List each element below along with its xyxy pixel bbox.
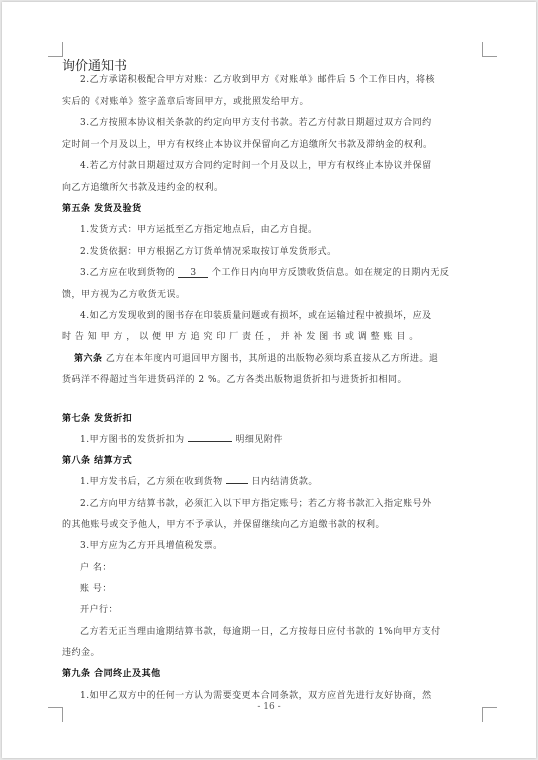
paragraph-text: 个工作日内向甲方反馈收货信息。如在规定的日期内无反 [211, 268, 450, 278]
section-heading: 第七条 发货折扣 [62, 414, 133, 424]
section-heading: 第八条 结算方式 [62, 456, 133, 466]
paragraph-line: 货码洋不得超过当年进货码洋的 2 %。乙方各类出版物退货折扣与进货折扣相同。 [62, 375, 408, 385]
paragraph-line [74, 351, 438, 364]
account-number-label: 账 号： [80, 584, 112, 594]
paragraph-text: 3.乙方应在收到货物的 [80, 268, 176, 278]
paragraph-line: 4.如乙方发现收到的图书存在印装质量问题或有损坏，或在运输过程中被损坏，应及 [80, 311, 432, 321]
paragraph-line: 3.乙方按照本协议相关条款的约定向甲方支付书款。若乙方付款日期超过双方合同约 [80, 118, 432, 128]
days-blank: 3 [178, 268, 208, 278]
section-heading: 第九条 合同终止及其他 [62, 669, 161, 679]
paragraph-line: 2.发货依据：甲方根据乙方订货单情况采取按订单发货形式。 [80, 247, 337, 257]
paragraph-line: 时 告 知 甲 方 ， 以 便 甲 方 追 究 印 厂 责 任 ， 并 补 发 图 书 或 调 整 账 目 。 [62, 332, 419, 342]
account-name-label: 户 名： [80, 563, 112, 573]
paragraph-text: 日内结清货款。 [251, 477, 318, 487]
paragraph-text: 明细见附件 [235, 435, 283, 445]
paragraph-line: 馈，甲方视为乙方收货无误。 [62, 290, 186, 300]
page-number: - 16 - [257, 702, 281, 712]
paragraph-line: 1.如甲乙双方中的任何一方认为需要变更本合同条款，双方应首先进行友好协商，然 [80, 691, 432, 701]
crop-mark-top-left [48, 42, 63, 57]
discount-blank [188, 432, 232, 442]
paragraph-line [80, 474, 318, 487]
paragraph-line: 2.乙方向甲方结算书款，必须汇入以下甲方指定账号；若乙方将书款汇入指定账号外 [80, 499, 432, 509]
paragraph-text: 乙方在本年度内可退回甲方图书，其所退的出版物必须均系直接从乙方所进。退 [105, 354, 439, 364]
paragraph-line: 1.发货方式：甲方运抵至乙方指定地点后，由乙方自提。 [80, 225, 318, 235]
days-blank [226, 474, 248, 484]
paragraph-line: 4.若乙方付款日期超过双方合同约定时间一个月及以上，甲方有权终止本协议并保留 [80, 161, 432, 171]
paragraph-line [80, 432, 283, 445]
paragraph-line: 的其他账号或交予他人，甲方不予承认，并保留继续向乙方追缴书款的权利。 [62, 520, 386, 530]
paragraph-line: 3.甲方应为乙方开具增值税发票。 [80, 541, 223, 551]
paragraph-line: 2.乙方承诺积极配合甲方对账：乙方收到甲方《对账单》邮件后 5 个工作日内，将核 [80, 75, 436, 85]
paragraph-text: 1.甲方图书的发货折扣为 [80, 435, 185, 445]
paragraph-line: 向乙方追缴所欠书款及违约金的权利。 [62, 183, 224, 193]
section-heading: 第六条 [74, 354, 103, 364]
paragraph-line: 违约金。 [62, 648, 101, 658]
paragraph-line: 定时间一个月及以上，甲方有权终止本协议并保留向乙方追缴所欠书款及滞纳金的权利。 [62, 140, 433, 150]
crop-mark-top-right [482, 42, 497, 57]
paragraph-line [80, 265, 449, 278]
paragraph-line: 乙方若无正当理由逾期结算书款，每逾期一日，乙方按每日应付书款的 1%向甲方支付 [80, 627, 441, 637]
bank-label: 开户行： [80, 605, 119, 615]
paragraph-text: 1.甲方发书后，乙方须在收到货物 [80, 477, 223, 487]
section-heading: 第五条 发货及验货 [62, 204, 142, 214]
document-page [2, 2, 536, 758]
page-title: 询价通知书 [62, 59, 128, 74]
paragraph-line: 实后的《对账单》签字盖章后寄回甲方，或批照发给甲方。 [62, 97, 310, 107]
